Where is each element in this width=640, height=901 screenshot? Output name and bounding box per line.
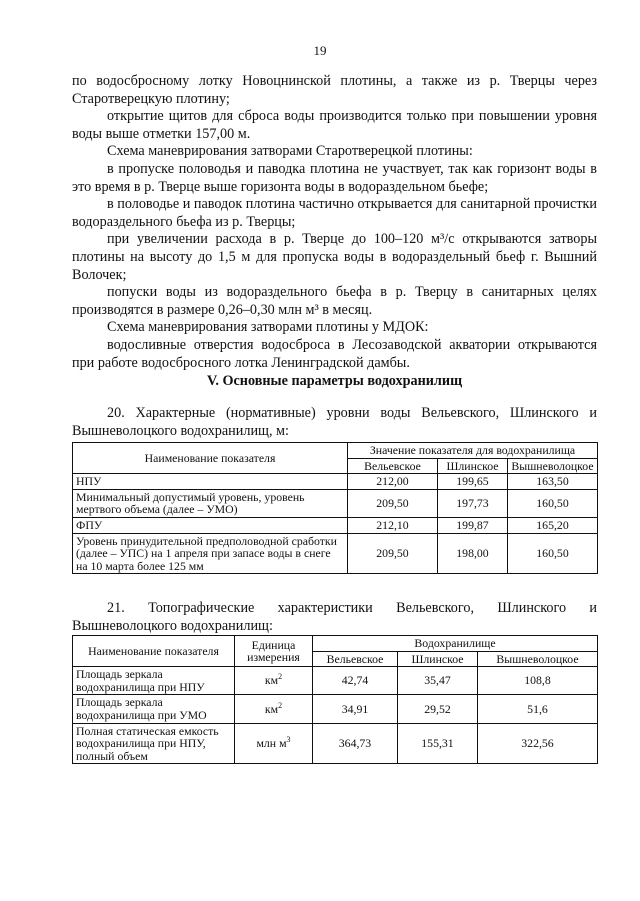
cell-value: 212,00 [348,474,438,490]
row-name: Полная статическая емкость водохранилища при НПУ, полный объем [73,723,235,764]
unit-base: км [264,701,279,716]
row-name: НПУ [73,474,348,490]
unit-sup: 3 [286,735,291,745]
cell-value: 165,20 [508,517,598,533]
column-header-reservoir: Вельевское [313,651,398,667]
cell-value: 322,56 [478,723,598,764]
table-row [73,474,598,490]
cell-value: 209,50 [348,489,438,517]
column-header-reservoir: Вельевское [348,458,438,474]
cell-unit [235,723,313,764]
unit-sup: 2 [278,672,283,682]
item-21-text: 21. Топографические характеристики Вельевского, Шлинского и Вышневолоцкого водохранилищ: [72,600,597,634]
column-header-reservoir: Вышневолоцкое [478,651,598,667]
paragraph: в пропуске половодья и паводка плотина не участвует, так как горизонт воды в это время в р. Тверце выше горизонта воды в водораздельном бьефе; [72,160,597,195]
cell-value: 212,10 [348,517,438,533]
cell-value: 108,8 [478,667,598,695]
table-row [73,695,598,723]
cell-value: 209,50 [348,533,438,574]
row-name: ФПУ [73,517,348,533]
column-header-unit: Единица измерения [235,636,313,667]
table-header-row [73,443,598,459]
row-name: Площадь зеркала водохранилища при УМО [73,695,235,723]
cell-unit [235,695,313,723]
cell-value: 160,50 [508,489,598,517]
cell-unit [235,667,313,695]
unit-sup: 2 [278,700,283,710]
cell-value: 160,50 [508,533,598,574]
row-name: Минимальный допустимый уровень, уровень мертвого объема (далее – УМО) [73,489,348,517]
paragraph: в половодье и паводок плотина частично открывается для санитарной прочистки водораздельного бьефа из р. Тверцы; [72,196,598,230]
cell-value: 155,31 [398,723,478,764]
cell-value: 197,73 [438,489,508,517]
column-header-reservoir: Шлинское [398,651,478,667]
topographic-table [72,635,598,764]
column-header-reservoir: Вышневолоцкое [508,458,598,474]
cell-value: 35,47 [398,667,478,695]
row-name: Уровень принудительной предполоводной сработки (далее – УПС) на 1 апреля при запасе воды в снеге на 10 марта более 125 мм [73,533,348,574]
column-header-group: Водохранилище [313,636,598,652]
paragraph: по водосбросному лотку Новоцнинской плотины, а также из р. Тверцы через Старотверецкую плотину; [72,73,597,107]
unit-base: км [264,673,279,688]
water-levels-table [72,442,598,574]
unit-base: млн м [256,736,287,751]
cell-value: 364,73 [313,723,398,764]
body-text [72,73,597,372]
column-header-reservoir: Шлинское [438,458,508,474]
paragraph: водосливные отверстия водосброса в Лесозаводской акватории открываются при работе водосбросного лотка Ленинградской дамбы. [72,336,597,371]
paragraph: Схема маневрирования затворами Старотверецкой плотины: [107,143,473,160]
row-name: Площадь зеркала водохранилища при НПУ [73,667,235,695]
table-header-row [73,636,598,652]
table-row [73,489,598,517]
paragraph: открытие щитов для сброса воды производится только при повышении уровня воды выше отметки 157,00 м. [72,108,597,142]
cell-value: 198,00 [438,533,508,574]
paragraph: Схема маневрирования затворами плотины у МДОК: [107,319,429,336]
table-row [73,667,598,695]
cell-value: 51,6 [478,695,598,723]
table-row [73,517,598,533]
cell-value: 42,74 [313,667,398,695]
cell-value: 34,91 [313,695,398,723]
paragraph: при увеличении расхода в р. Тверце до 100–120 м³/с открываются затворы плотины на высоту до 1,5 м для пропуска воды в водораздельный бьеф г. Вышний Волочек; [72,231,597,283]
cell-value: 163,50 [508,474,598,490]
column-header-name: Наименование показателя [73,636,235,667]
page-number: 19 [313,43,327,58]
item-20-text: 20. Характерные (нормативные) уровни воды Вельевского, Шлинского и Вышневолоцкого водохранилищ, м: [72,405,597,439]
cell-value: 29,52 [398,695,478,723]
table-row [73,533,598,574]
cell-value: 199,87 [438,517,508,533]
cell-value: 199,65 [438,474,508,490]
item-21-intro [72,600,597,635]
section-heading: V. Основные параметры водохранилищ [206,373,463,389]
column-header-name: Наименование показателя [73,443,348,474]
column-header-group: Значение показателя для водохранилища [348,443,598,459]
paragraph: попуски воды из водораздельного бьефа в р. Тверцу в санитарных целях производятся в размере 0,26–0,30 млн м³ в месяц. [72,284,597,318]
item-20-intro [72,405,597,440]
table-row [73,723,598,764]
